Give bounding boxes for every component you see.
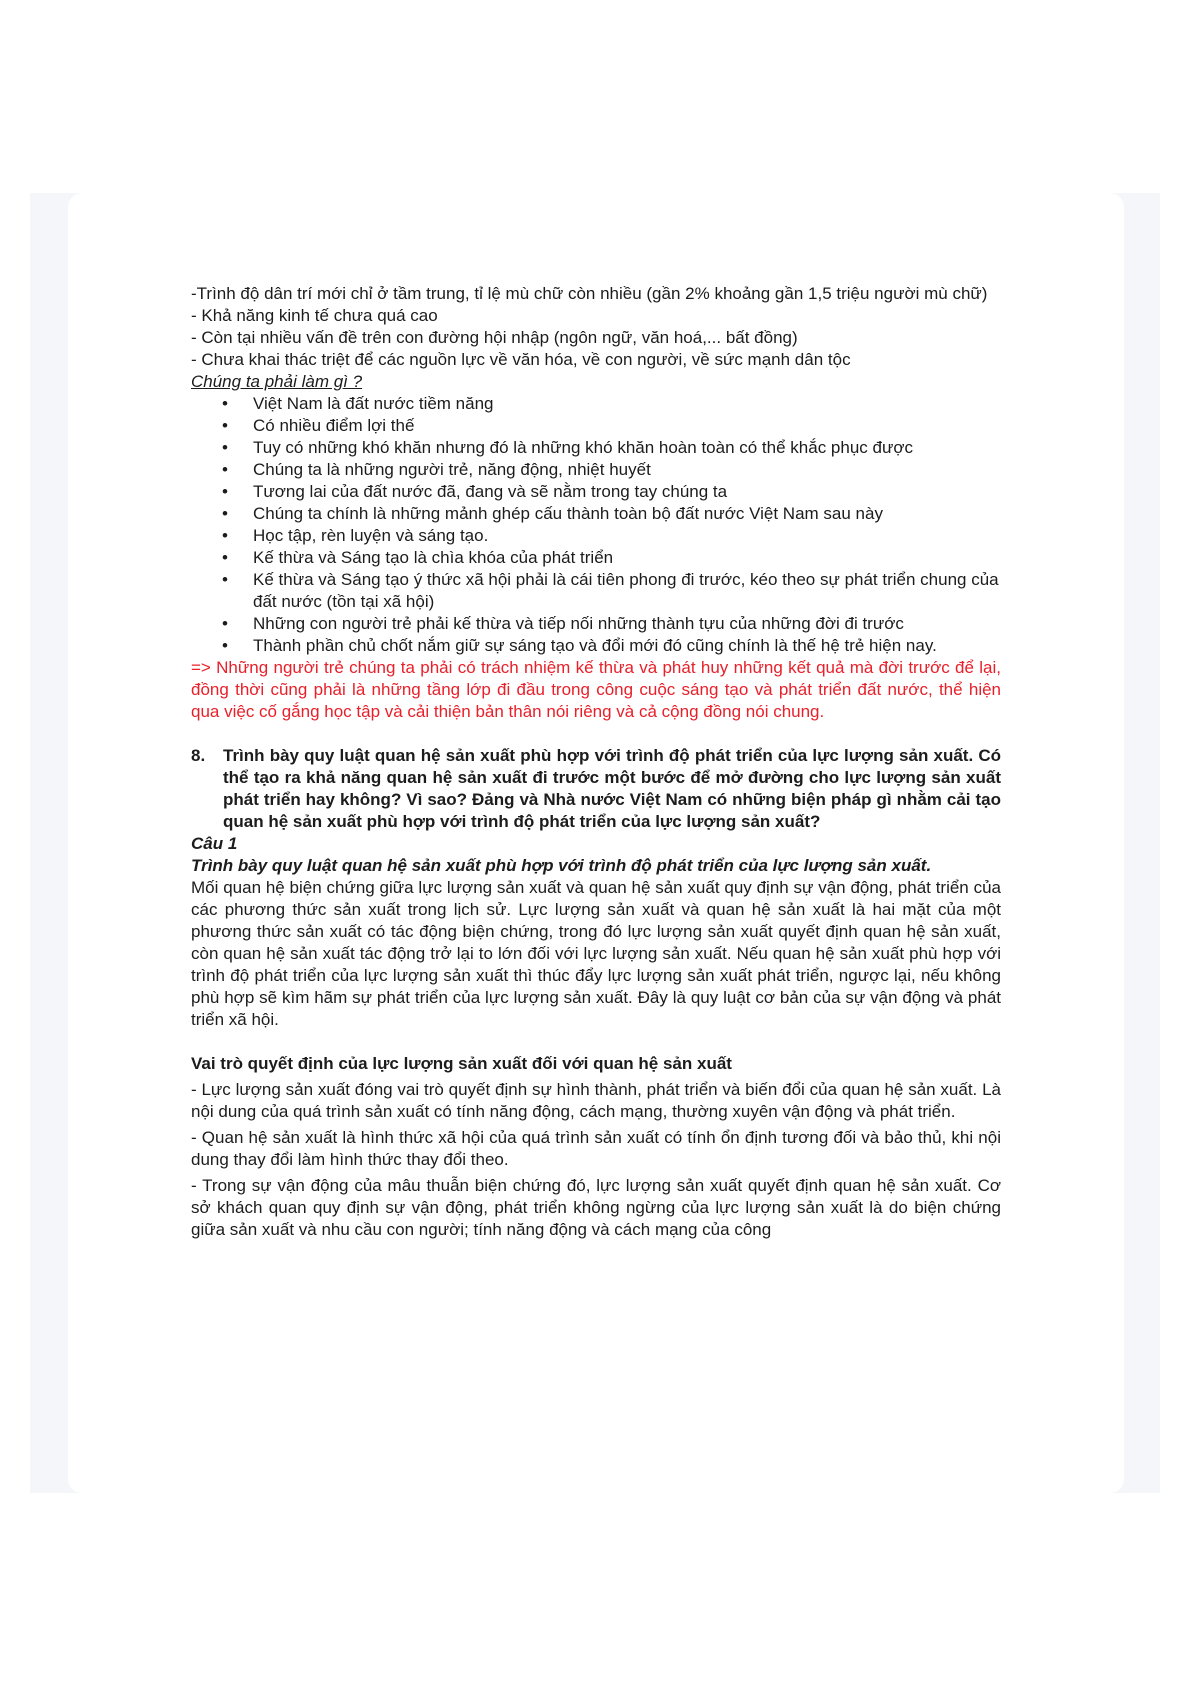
list-item: • Kế thừa và Sáng tạo ý thức xã hội phải là cái tiên phong đi trước, kéo theo sự phát triển chung của đất nước (tồn tại xã hội) <box>253 569 1001 613</box>
role-paragraph: - Lực lượng sản xuất đóng vai trò quyết định sự hình thành, phát triển và biến đổi của quan hệ sản xuất. Là nội dung của quá trình sản xuất có tính năng động, cách mạng, thường xuyên vận động và phát triển. <box>191 1080 1001 1121</box>
question-number: 8. <box>191 746 206 765</box>
list-item: • Những con người trẻ phải kế thừa và tiếp nối những thành tựu của những đời đi trước <box>253 613 1001 635</box>
cau-title: Trình bày quy luật quan hệ sản xuất phù hợp với trình độ phát triển của lực lượng sản xuất. <box>191 856 932 875</box>
list-item: • Thành phần chủ chốt nắm giữ sự sáng tạo và đổi mới đó cũng chính là thế hệ trẻ hiện nay. <box>253 635 1001 657</box>
list-item: • Học tập, rèn luyện và sáng tạo. <box>253 525 1001 547</box>
role-heading: Vai trò quyết định của lực lượng sản xuất đối với quan hệ sản xuất <box>191 1054 732 1073</box>
intro-line: -Trình độ dân trí mới chỉ ở tầm trung, tỉ lệ mù chữ còn nhiều (gần 2% khoảng gần 1,5 triệu người mù chữ) <box>191 284 988 303</box>
list-item: • Kế thừa và Sáng tạo là chìa khóa của phát triển <box>253 547 1001 569</box>
intro-line: - Chưa khai thác triệt để các nguồn lực về văn hóa, về con người, về sức mạnh dân tộc <box>191 350 851 369</box>
intro-line: - Còn tại nhiều vấn đề trên con đường hội nhập (ngôn ngữ, văn hoá,... bất đồng) <box>191 328 798 347</box>
role-paragraph: - Quan hệ sản xuất là hình thức xã hội của quá trình sản xuất có tính ổn định tương đối và bảo thủ, khi nội dung thay đổi làm hình thức thay đổi theo. <box>191 1128 1001 1169</box>
role-paragraph: - Trong sự vận động của mâu thuẫn biện chứng đó, lực lượng sản xuất quyết định quan hệ sản xuất. Cơ sở khách quan quy định sự vận động, phát triển không ngừng của lực lượng sản xuất là do biện chứng giữa sản xuất và nhu cầu con người; tính năng động và cách mạng của công <box>191 1176 1001 1239</box>
conclusion-text: => Những người trẻ chúng ta phải có trách nhiệm kế thừa và phát huy những kết quả mà đời trước để lại, đồng thời cũng phải là những tầng lớp đi đầu trong công cuộc sáng tạo và phát triển đất nước, thể hiện qua việc cố gắng học tập và cải thiện bản thân nói riêng và cả cộng đồng nói chung. <box>191 658 1001 721</box>
intro-line: - Khả năng kinh tế chưa quá cao <box>191 306 438 325</box>
list-item: • Tuy có những khó khăn nhưng đó là những khó khăn hoàn toàn có thể khắc phục được <box>253 437 1001 459</box>
list-item: • Chúng ta chính là những mảnh ghép cấu thành toàn bộ đất nước Việt Nam sau này <box>253 503 1001 525</box>
question-8 <box>191 745 1001 833</box>
cau-body: Mối quan hệ biện chứng giữa lực lượng sản xuất và quan hệ sản xuất quy định sự vận động, phát triển của các phương thức sản xuất trong lịch sử. Lực lượng sản xuất và quan hệ sản xuất là hai mặt của một phương thức sản xuất có tác động biện chứng, trong đó lực lượng sản xuất quyết định quan hệ sản xuất, còn quan hệ sản xuất tác động trở lại to lớn đối với lực lượng sản xuất. Nếu quan hệ sản xuất phù hợp với trình độ phát triển của lực lượng sản xuất thì thúc đẩy lực lượng sản xuất phát triển, ngược lại, nếu không phù hợp sẽ kìm hãm sự phát triển của lực lượng sản xuất. Đây là quy luật cơ bản của sự vận động và phát triển xã hội. <box>191 878 1001 1029</box>
question-text: Trình bày quy luật quan hệ sản xuất phù hợp với trình độ phát triển của lực lượng sản xuất. Có thể tạo ra khả năng quan hệ sản xuất đi trước một bước để mở đường cho lực lượng sản xuất phát triển hay không? Vì sao? Đảng và Nhà nước Việt Nam có những biện pháp gì nhằm cải tạo quan hệ sản xuất phù hợp với trình độ phát triển của lực lượng sản xuất? <box>223 746 1001 831</box>
document-content <box>191 283 1001 1241</box>
list-item: • Chúng ta là những người trẻ, năng động, nhiệt huyết <box>253 459 1001 481</box>
list-item: • Có nhiều điểm lợi thế <box>253 415 1001 437</box>
list-item: • Tương lai của đất nước đã, đang và sẽ nằm trong tay chúng ta <box>253 481 1001 503</box>
cau-label: Câu 1 <box>191 834 238 853</box>
list-item: • Việt Nam là đất nước tiềm năng <box>253 393 1001 415</box>
bullet-list <box>191 393 1001 657</box>
section-heading: Chúng ta phải làm gì ? <box>191 372 363 391</box>
